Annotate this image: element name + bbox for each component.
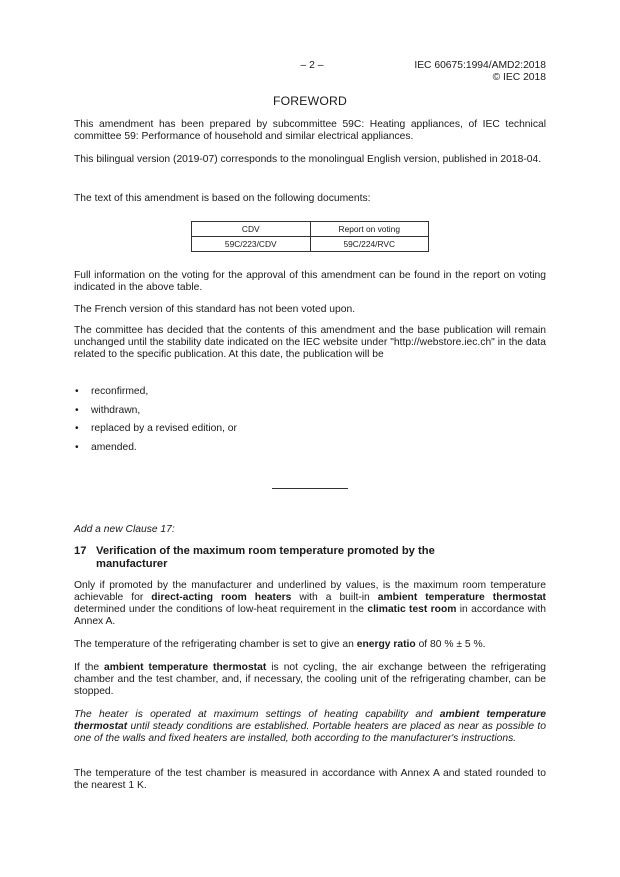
clause-paragraph-5: The temperature of the test chamber is measured in accordance with Annex A and stated rounded to the nearest 1 K. (74, 768, 546, 791)
list-item-text: reconfirmed, (91, 386, 149, 397)
defined-term: climatic test room (367, 604, 457, 615)
list-item (74, 386, 237, 405)
bullet-icon: • (75, 423, 79, 434)
defined-term: energy ratio (356, 639, 416, 650)
table-cell: 59C/223/CDV (192, 237, 311, 252)
text-run: Only if promoted by the manufacturer and underlined by values, is the maximum room temperature achievable for (74, 580, 546, 603)
text-run: of 80 % ± 5 %. (415, 639, 486, 650)
foreword-paragraph-5: The French version of this standard has not been voted upon. (74, 304, 356, 315)
text-run: in accordance with Annex A. (74, 604, 546, 627)
table-header-cell: Report on voting (310, 222, 429, 237)
table-header-cell: CDV (192, 222, 311, 237)
publication-options-list (74, 386, 237, 460)
copyright-notice: © IEC 2018 (492, 71, 546, 83)
clause-number: 17 (74, 545, 87, 557)
text-run: until steady conditions are established. Portable heaters are placed as near as possible to one of the walls and fixed heaters are installed, both according to the manufacturer's instructions. (74, 721, 546, 744)
document-reference (414, 60, 546, 83)
clause-paragraph-3 (74, 662, 546, 698)
foreword-paragraph-1: This amendment has been prepared by subcommittee 59C: Heating appliances, of IEC technical committee 59: Performance of household and similar electrical appliances. (74, 119, 546, 142)
foreword-title: FOREWORD (272, 94, 348, 108)
defined-term: ambient temperature thermostat (74, 709, 546, 732)
text-run: The temperature of the refrigerating chamber is set to give an (74, 639, 357, 650)
section-divider (272, 488, 348, 489)
list-item (74, 442, 237, 461)
list-item-text: withdrawn, (91, 404, 141, 416)
bullet-icon: • (75, 441, 79, 453)
text-run: The heater is operated at maximum settings of heating capability and (74, 709, 440, 720)
foreword-paragraph-4: Full information on the voting for the approval of this amendment can be found in the report on voting indicated in the above table. (74, 270, 546, 293)
bullet-icon: • (75, 386, 79, 397)
clause-title: Verification of the maximum room temperature promoted by the manufacturer (96, 545, 435, 570)
text-run: with a built-in (291, 592, 378, 603)
foreword-paragraph-2: This bilingual version (2019-07) corresponds to the monolingual English version, published in 2018-04. (74, 154, 542, 165)
table-cell: 59C/224/RVC (310, 237, 429, 252)
amendment-instruction: Add a new Clause 17: (74, 524, 175, 535)
clause-paragraph-2 (74, 639, 546, 651)
list-item (74, 423, 237, 442)
list-item (74, 405, 237, 424)
table-row (192, 237, 429, 252)
text-run: If the (74, 662, 105, 673)
text-run: determined under the conditions of low-heat requirement in the (74, 604, 368, 615)
table-header-row (192, 222, 429, 237)
foreword-paragraph-6: The committee has decided that the contents of this amendment and the base publication will remain unchanged until the stability date indicated on the IEC website under "http://webstore.iec.ch" in the data related to the specific publication. At this date, the publication will be (74, 325, 546, 360)
standard-reference: IEC 60675:1994/AMD2:2018 (414, 60, 546, 71)
defined-term: direct-acting room heaters (151, 592, 292, 603)
list-item-text: replaced by a revised edition, or (91, 423, 237, 434)
defined-term: ambient temperature thermostat (377, 592, 546, 603)
page-number: – 2 – (300, 60, 324, 71)
foreword-paragraph-3: The text of this amendment is based on the following documents: (74, 193, 371, 204)
list-item-text: amended. (91, 441, 137, 453)
defined-term: ambient temperature thermostat (104, 662, 267, 673)
text-run: is not cycling, the air exchange between the refrigerating chamber and the test chamber, and, if necessary, the cooling unit of the refrigerating chamber, can be stopped. (74, 662, 546, 697)
clause-paragraph-4 (74, 709, 546, 745)
documents-table (191, 221, 429, 252)
clause-heading (74, 545, 546, 571)
clause-paragraph-1 (74, 580, 546, 628)
bullet-icon: • (75, 404, 79, 416)
